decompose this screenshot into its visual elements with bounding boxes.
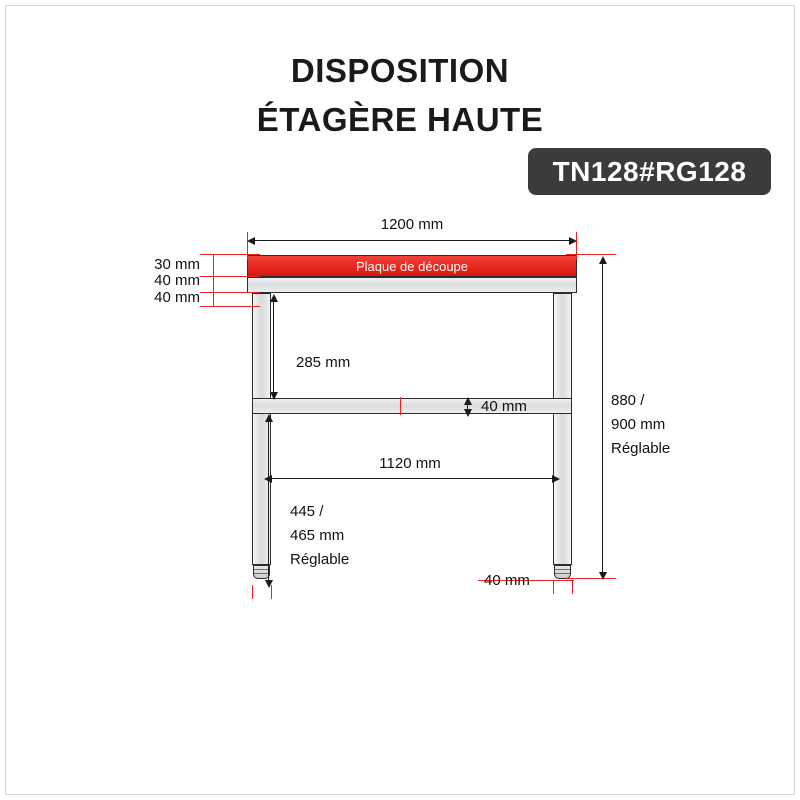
witness-bottom-right-2 bbox=[572, 580, 573, 594]
dim-label-shelf-gap: 285 mm bbox=[296, 354, 351, 371]
dim-arrow-leg-up bbox=[265, 414, 273, 422]
dim-arrow-leg-down bbox=[265, 580, 273, 588]
table-apron bbox=[247, 277, 577, 293]
witness-right-top bbox=[566, 254, 616, 255]
witness-left-2 bbox=[200, 276, 260, 277]
dim-arrow-shelfw-right bbox=[552, 475, 560, 483]
left-foot-stripe-2 bbox=[254, 573, 269, 574]
dim-arrow-top-left bbox=[247, 237, 255, 245]
dim-arrow-gap-up bbox=[270, 294, 278, 302]
dim-line-top-width bbox=[250, 240, 574, 241]
witness-left-3 bbox=[200, 292, 260, 293]
dim-label-frame-2: 40 mm bbox=[154, 289, 200, 306]
dim-arrow-shelf-down bbox=[464, 409, 472, 417]
reference-badge: TN128#RG128 bbox=[528, 148, 771, 195]
dim-label-frame-1: 40 mm bbox=[154, 272, 200, 289]
dim-label-shelf-width: 1120 mm bbox=[379, 455, 441, 472]
dim-label-leg-width: 40 mm bbox=[484, 572, 530, 589]
dim-label-top-width: 1200 mm bbox=[380, 216, 444, 233]
dim-label-board-thickness: 30 mm bbox=[154, 256, 200, 273]
right-foot-stripe-1 bbox=[555, 569, 570, 570]
dim-label-total-adjustable: Réglable bbox=[611, 440, 671, 457]
right-foot-stripe-2 bbox=[555, 573, 570, 574]
left-foot-stripe-1 bbox=[254, 569, 269, 570]
witness-left-4 bbox=[200, 306, 260, 307]
witness-left-vertical bbox=[213, 254, 214, 307]
dim-label-leg-height-2: 465 mm bbox=[290, 527, 345, 544]
dim-arrow-top-right bbox=[569, 237, 577, 245]
dim-arrow-gap-down bbox=[270, 392, 278, 400]
dim-arrow-total-up bbox=[599, 256, 607, 264]
dim-arrow-total-down bbox=[599, 572, 607, 580]
dim-label-leg-adjustable: Réglable bbox=[290, 551, 350, 568]
dim-label-shelf-thickness: 40 mm bbox=[481, 398, 527, 415]
dim-line-total-height bbox=[602, 258, 603, 576]
witness-bottom-right-1 bbox=[553, 580, 554, 594]
dim-label-leg-height-1: 445 / bbox=[290, 503, 324, 520]
witness-left-1 bbox=[200, 254, 260, 255]
dim-line-leg-height bbox=[268, 416, 269, 584]
witness-shelf-mark bbox=[400, 397, 401, 415]
dim-line-shelf-width bbox=[268, 478, 556, 479]
dim-label-total-height-2: 900 mm bbox=[611, 416, 666, 433]
right-foot bbox=[554, 565, 571, 579]
dim-arrow-shelf-up bbox=[464, 397, 472, 405]
dim-label-total-height-1: 880 / bbox=[611, 392, 645, 409]
right-leg bbox=[553, 293, 572, 565]
witness-bottom-left-1 bbox=[252, 585, 253, 599]
page-title-line2: ÉTAGÈRE HAUTE bbox=[256, 101, 544, 138]
page-title-line1: DISPOSITION bbox=[290, 52, 510, 89]
cutting-board: Plaque de découpe bbox=[247, 255, 577, 277]
dim-line-shelf-gap bbox=[273, 296, 274, 396]
